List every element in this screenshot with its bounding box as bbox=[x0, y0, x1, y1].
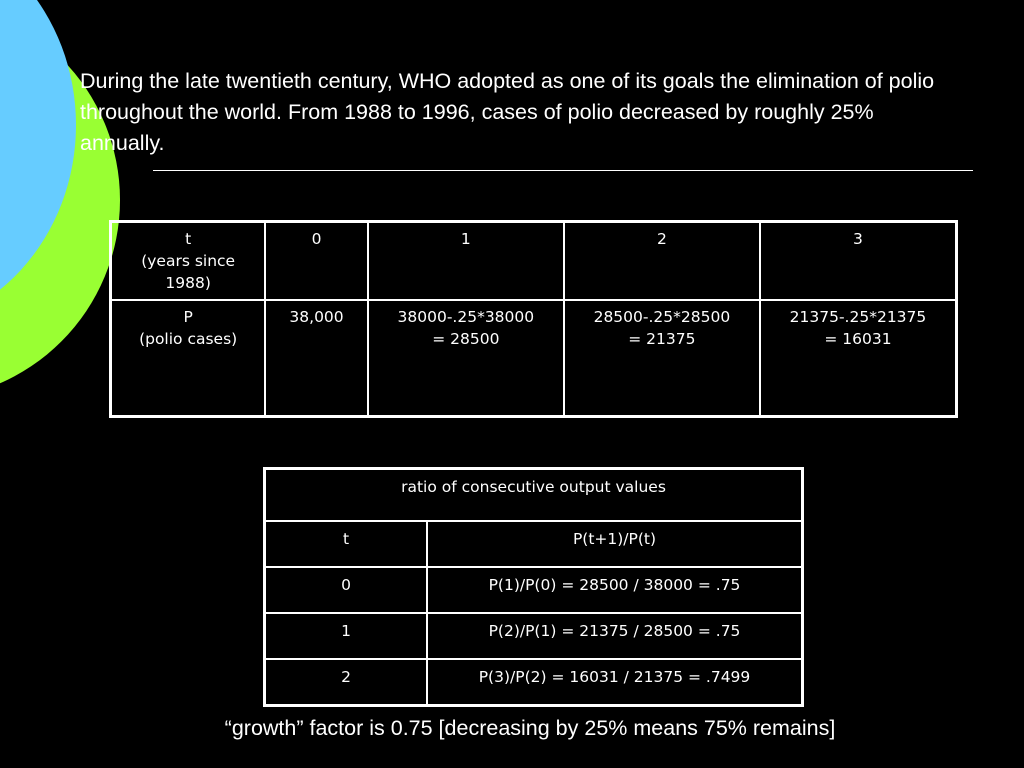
table-cell: 2 bbox=[265, 659, 428, 706]
ratio-table-title: ratio of consecutive output values bbox=[265, 469, 803, 522]
table-cell: 0 bbox=[265, 567, 428, 613]
table-cell: P(3)/P(2) = 16031 / 21375 = .7499 bbox=[427, 659, 803, 706]
table-row bbox=[265, 613, 803, 659]
table-cell: 1 bbox=[368, 222, 564, 301]
column-header: t bbox=[265, 521, 428, 567]
divider-line bbox=[153, 170, 973, 171]
table-cell: 38000-.25*38000 = 28500 bbox=[368, 300, 564, 417]
ratio-table-header-row bbox=[265, 521, 803, 567]
ratio-table-title-row bbox=[265, 469, 803, 522]
table-cell: 21375-.25*21375 = 16031 bbox=[760, 300, 957, 417]
table-cell: P(2)/P(1) = 21375 / 28500 = .75 bbox=[427, 613, 803, 659]
table-row-cases bbox=[111, 300, 957, 417]
column-header: P(t+1)/P(t) bbox=[427, 521, 803, 567]
table-cell: 1 bbox=[265, 613, 428, 659]
table-row bbox=[265, 659, 803, 706]
row-label-t: t (years since 1988) bbox=[111, 222, 266, 301]
table-cell: 28500-.25*28500 = 21375 bbox=[564, 300, 760, 417]
table-row bbox=[265, 567, 803, 613]
intro-paragraph: During the late twentieth century, WHO adopted as one of its goals the elimination of polio throughout the world. From 1988 to 1996, cases of polio decreased by roughly 25% annually. bbox=[80, 69, 935, 155]
table-row-years bbox=[111, 222, 957, 301]
table-cell: 0 bbox=[265, 222, 368, 301]
polio-cases-table bbox=[109, 220, 958, 418]
table-cell: 38,000 bbox=[265, 300, 368, 417]
table-cell: P(1)/P(0) = 28500 / 38000 = .75 bbox=[427, 567, 803, 613]
ratio-table bbox=[263, 467, 804, 707]
conclusion-text: “growth” factor is 0.75 [decreasing by 25% means 75% remains] bbox=[224, 716, 836, 740]
row-label-p: P (polio cases) bbox=[111, 300, 266, 417]
table-cell: 2 bbox=[564, 222, 760, 301]
table-cell: 3 bbox=[760, 222, 957, 301]
